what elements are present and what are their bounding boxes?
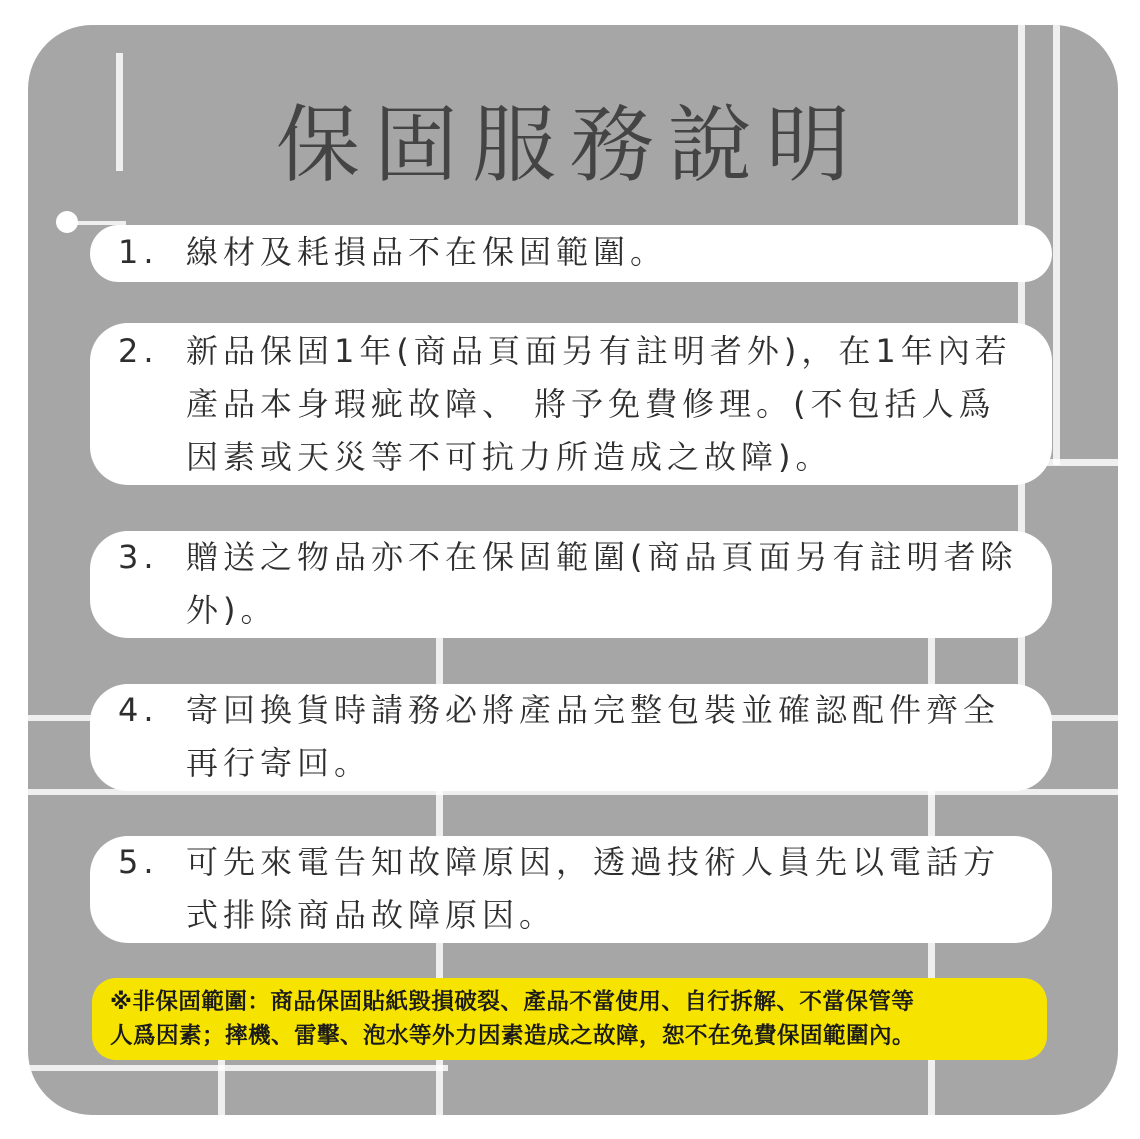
exclusion-note [92, 978, 1047, 1060]
note-line: ※非保固範圍：商品保固貼紙毀損破裂、產品不當使用、自行拆解、不當保管等 [110, 989, 915, 1015]
item-text [186, 225, 667, 279]
item-text [186, 836, 1000, 942]
decorative-line [28, 1065, 448, 1071]
item-line: 因素或天災等不可抗力所造成之故障)。 [186, 438, 833, 476]
item-text [186, 531, 1018, 637]
item-line: 產品本身瑕疵故障、 將予免費修理。(不包括人爲 [186, 385, 996, 423]
item-line: 外)。 [186, 591, 278, 629]
item-line: 線材及耗損品不在保固範圍。 [186, 233, 668, 271]
item-number: 1. [118, 233, 159, 271]
item-line: 寄回換貨時請務必將產品完整包裝並確認配件齊全 [186, 691, 1001, 729]
item-line: 贈送之物品亦不在保固範圍(商品頁面另有註明者除 [186, 538, 1018, 576]
item-line: 新品保固1年(商品頁面另有註明者外)，在1年內若 [186, 332, 1012, 370]
item-line: 式排除商品故障原因。 [186, 896, 557, 934]
list-item [90, 836, 1052, 943]
item-number: 4. [118, 691, 159, 729]
list-item [90, 684, 1052, 791]
item-line: 再行寄回。 [186, 744, 372, 782]
item-line: 可先來電告知故障原因，透過技術人員先以電話方 [186, 843, 1001, 881]
item-number: 2. [118, 332, 159, 370]
item-text [186, 684, 1000, 790]
item-text [186, 325, 1012, 484]
item-number: 5. [118, 843, 159, 881]
item-number: 3. [118, 538, 159, 576]
list-item [90, 323, 1052, 485]
list-item [90, 225, 1052, 282]
page-title: 保固服務說明 [275, 96, 864, 194]
note-line: 人爲因素；摔機、雷擊、泡水等外力因素造成之故障，恕不在免費保固範圍內。 [110, 1023, 916, 1049]
list-item [90, 531, 1052, 638]
